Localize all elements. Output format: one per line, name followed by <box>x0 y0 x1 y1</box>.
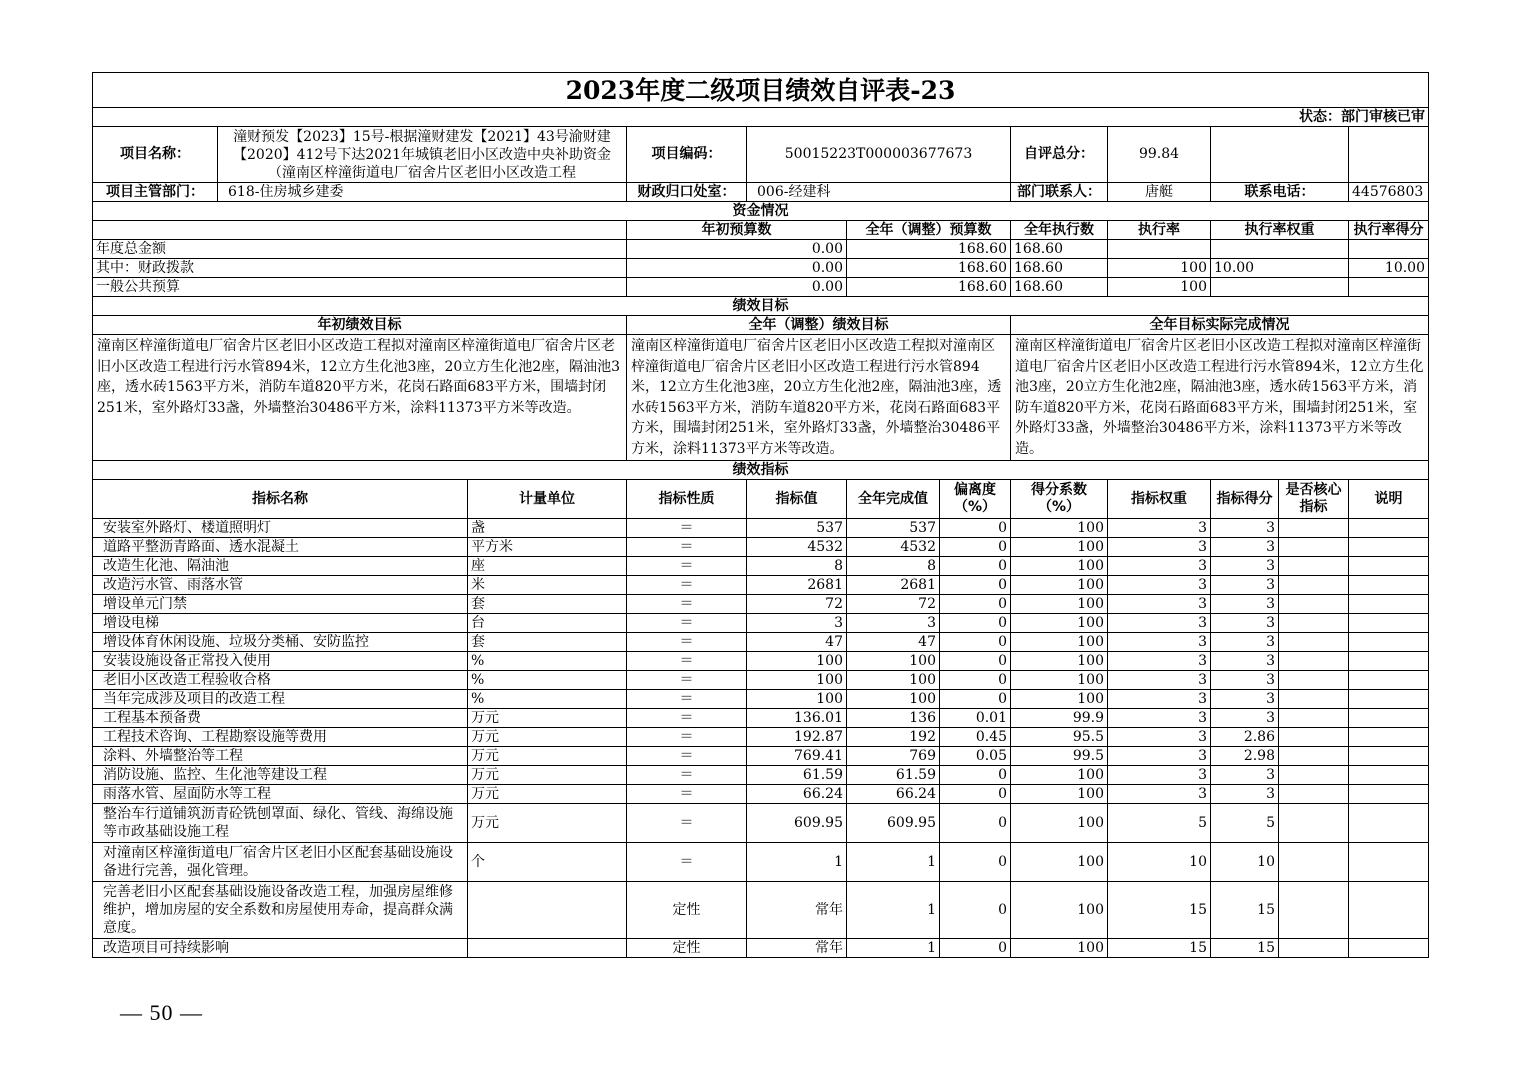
contact-label: 部门联系人： <box>1011 183 1108 202</box>
goal-text-initial: 潼南区梓潼街道电厂宿舍片区老旧小区改造工程拟对潼南区梓潼街道电厂宿舍片区老旧小区改造工程进行污水管894米，12立方生化池3座，20立方生化池2座，隔油池3座，透水砖1563平方米，消防车道820平方米，花岗石路面683平方米，围墙封闭251米，室外路灯33盏，外墙整治30486平方米，涂料11373平方米等改造。 <box>93 335 627 461</box>
funds-row-rate: 100 <box>1108 259 1211 278</box>
indicator-done: 4532 <box>847 538 940 557</box>
indicator-value: 769.41 <box>747 747 847 766</box>
indicator-name: 消防设施、监控、生化池等建设工程 <box>93 766 468 785</box>
indicator-weight: 3 <box>1108 690 1211 709</box>
goals-header-adjusted: 全年（调整）绩效目标 <box>627 316 1011 335</box>
office-value: 006-经建科 <box>747 183 1011 202</box>
ind-header-coefficient: 得分系数（%） <box>1011 480 1108 519</box>
indicator-deviation: 0 <box>940 519 1011 538</box>
indicator-note <box>1349 576 1429 595</box>
indicator-name: 整治车行道铺筑沥青砼铣刨罩面、绿化、管线、海绵设施等市政基础设施工程 <box>93 804 468 843</box>
indicator-nature: ＝ <box>627 709 747 728</box>
indicator-coefficient: 100 <box>1011 939 1108 958</box>
indicator-score: 3 <box>1211 519 1279 538</box>
funds-row-rate <box>1108 240 1211 259</box>
table-row <box>93 766 1429 785</box>
indicator-coefficient: 100 <box>1011 519 1108 538</box>
funds-header-weight: 执行率权重 <box>1211 221 1349 240</box>
indicator-weight: 5 <box>1108 804 1211 843</box>
indicator-weight: 3 <box>1108 538 1211 557</box>
funds-row-weight <box>1211 278 1349 297</box>
indicator-name: 道路平整沥青路面、透水混凝土 <box>93 538 468 557</box>
indicator-deviation: 0 <box>940 633 1011 652</box>
indicator-deviation: 0 <box>940 804 1011 843</box>
ind-header-core: 是否核心指标 <box>1279 480 1349 519</box>
table-row <box>93 557 1429 576</box>
indicator-score: 3 <box>1211 633 1279 652</box>
indicator-deviation: 0 <box>940 557 1011 576</box>
indicator-deviation: 0 <box>940 882 1011 939</box>
indicator-deviation: 0.05 <box>940 747 1011 766</box>
indicator-core <box>1279 785 1349 804</box>
ind-header-deviation: 偏离度（%） <box>940 480 1011 519</box>
indicator-value: 100 <box>747 671 847 690</box>
table-row <box>93 519 1429 538</box>
table-row <box>93 595 1429 614</box>
ind-header-unit: 计量单位 <box>468 480 627 519</box>
indicator-score: 3 <box>1211 557 1279 576</box>
goal-text-actual: 潼南区梓潼街道电厂宿舍片区老旧小区改造工程拟对潼南区梓潼街道电厂宿舍片区老旧小区改造工程进行污水管894米，12立方生化池3座，20立方生化池2座，隔油池3座，透水砖1563平方米，消防车道820平方米，花岗石路面683平方米，围墙封闭251米，室外路灯33盏，外墙整治30486平方米，涂料11373平方米等改造。 <box>1011 335 1429 461</box>
indicator-weight: 15 <box>1108 882 1211 939</box>
indicator-unit: 套 <box>468 633 627 652</box>
indicator-unit <box>468 882 627 939</box>
indicator-coefficient: 99.5 <box>1011 747 1108 766</box>
indicator-name: 增设单元门禁 <box>93 595 468 614</box>
indicator-done: 1 <box>847 843 940 882</box>
indicator-core <box>1279 939 1349 958</box>
self-evaluation-table <box>92 72 1429 958</box>
indicator-done: 609.95 <box>847 804 940 843</box>
indicator-deviation: 0 <box>940 671 1011 690</box>
indicator-name: 增设体育休闲设施、垃圾分类桶、安防监控 <box>93 633 468 652</box>
indicator-weight: 3 <box>1108 785 1211 804</box>
funds-row-score <box>1349 278 1429 297</box>
goals-section-title: 绩效目标 <box>93 297 1429 316</box>
indicator-score: 15 <box>1211 882 1279 939</box>
goals-header-actual: 全年目标实际完成情况 <box>1011 316 1429 335</box>
indicator-value: 61.59 <box>747 766 847 785</box>
indicator-name: 改造生化池、隔油池 <box>93 557 468 576</box>
indicator-unit: 套 <box>468 595 627 614</box>
indicator-deviation: 0 <box>940 652 1011 671</box>
indicator-coefficient: 100 <box>1011 843 1108 882</box>
indicator-nature: ＝ <box>627 843 747 882</box>
funds-section-title: 资金情况 <box>93 202 1429 221</box>
goals-header-initial: 年初绩效目标 <box>93 316 627 335</box>
indicator-core <box>1279 538 1349 557</box>
indicator-done: 537 <box>847 519 940 538</box>
indicator-value: 3 <box>747 614 847 633</box>
indicator-note <box>1349 785 1429 804</box>
indicator-nature: ＝ <box>627 671 747 690</box>
indicator-weight: 3 <box>1108 633 1211 652</box>
score-label: 自评总分： <box>1011 127 1108 183</box>
indicator-name: 安装设施设备正常投入使用 <box>93 652 468 671</box>
indicator-nature: ＝ <box>627 614 747 633</box>
indicator-score: 3 <box>1211 595 1279 614</box>
indicator-weight: 10 <box>1108 843 1211 882</box>
indicator-deviation: 0 <box>940 766 1011 785</box>
indicator-value: 537 <box>747 519 847 538</box>
indicator-unit: 台 <box>468 614 627 633</box>
indicator-done: 72 <box>847 595 940 614</box>
project-code-value: 50015223T000003677673 <box>747 127 1011 183</box>
indicator-nature: ＝ <box>627 557 747 576</box>
indicator-core <box>1279 614 1349 633</box>
indicator-note <box>1349 709 1429 728</box>
indicator-value: 192.87 <box>747 728 847 747</box>
table-row <box>93 804 1429 843</box>
indicator-score: 3 <box>1211 576 1279 595</box>
indicator-done: 8 <box>847 557 940 576</box>
funds-row-name: 年度总金额 <box>93 240 627 259</box>
indicator-score: 2.98 <box>1211 747 1279 766</box>
indicator-coefficient: 100 <box>1011 576 1108 595</box>
indicator-note <box>1349 690 1429 709</box>
indicator-coefficient: 95.5 <box>1011 728 1108 747</box>
indicator-value: 常年 <box>747 882 847 939</box>
status-label: 状态：部门审核已审 <box>93 108 1429 127</box>
table-row <box>93 538 1429 557</box>
indicator-core <box>1279 728 1349 747</box>
dept-value: 618-住房城乡建委 <box>218 183 627 202</box>
page-title: 2023年度二级项目绩效自评表-23 <box>93 73 1429 108</box>
indicator-core <box>1279 576 1349 595</box>
indicator-unit: 盏 <box>468 519 627 538</box>
indicator-name: 雨落水管、屋面防水等工程 <box>93 785 468 804</box>
indicator-done: 1 <box>847 882 940 939</box>
indicator-coefficient: 100 <box>1011 785 1108 804</box>
indicator-done: 100 <box>847 652 940 671</box>
indicator-nature: ＝ <box>627 804 747 843</box>
table-row <box>93 671 1429 690</box>
indicator-core <box>1279 709 1349 728</box>
indicator-coefficient: 100 <box>1011 766 1108 785</box>
indicator-score: 15 <box>1211 939 1279 958</box>
funds-row-name: 其中：财政拨款 <box>93 259 627 278</box>
ind-header-nature: 指标性质 <box>627 480 747 519</box>
indicator-nature: ＝ <box>627 595 747 614</box>
indicator-coefficient: 100 <box>1011 557 1108 576</box>
indicator-weight: 3 <box>1108 576 1211 595</box>
indicator-unit: 座 <box>468 557 627 576</box>
indicator-deviation: 0 <box>940 690 1011 709</box>
indicator-nature: 定性 <box>627 939 747 958</box>
dept-label: 项目主管部门： <box>93 183 218 202</box>
indicator-done: 192 <box>847 728 940 747</box>
indicator-weight: 3 <box>1108 595 1211 614</box>
funds-row-initial: 0.00 <box>627 240 847 259</box>
indicator-score: 5 <box>1211 804 1279 843</box>
indicator-core <box>1279 671 1349 690</box>
table-row <box>93 614 1429 633</box>
funds-header-blank <box>93 221 627 240</box>
indicator-nature: 定性 <box>627 882 747 939</box>
ind-header-score: 指标得分 <box>1211 480 1279 519</box>
project-name-label: 项目名称： <box>93 127 218 183</box>
funds-row-score: 10.00 <box>1349 259 1429 278</box>
contact-value: 唐艇 <box>1108 183 1211 202</box>
indicator-value: 2681 <box>747 576 847 595</box>
indicator-coefficient: 100 <box>1011 652 1108 671</box>
indicator-coefficient: 100 <box>1011 671 1108 690</box>
page-number: — 50 — <box>120 1000 203 1025</box>
indicator-deviation: 0 <box>940 576 1011 595</box>
indicator-note <box>1349 557 1429 576</box>
indicator-core <box>1279 652 1349 671</box>
indicator-name: 老旧小区改造工程验收合格 <box>93 671 468 690</box>
table-row <box>93 882 1429 939</box>
indicator-score: 3 <box>1211 709 1279 728</box>
table-row <box>93 690 1429 709</box>
indicator-name: 工程技术咨询、工程勘察设施等费用 <box>93 728 468 747</box>
funds-row-weight <box>1211 240 1349 259</box>
indicator-core <box>1279 595 1349 614</box>
ind-header-weight: 指标权重 <box>1108 480 1211 519</box>
indicator-note <box>1349 843 1429 882</box>
table-row <box>93 939 1429 958</box>
indicator-deviation: 0 <box>940 538 1011 557</box>
indicator-core <box>1279 747 1349 766</box>
indicator-note <box>1349 882 1429 939</box>
indicator-core <box>1279 690 1349 709</box>
indicator-name: 改造污水管、雨落水管 <box>93 576 468 595</box>
indicator-coefficient: 99.9 <box>1011 709 1108 728</box>
indicator-weight: 3 <box>1108 766 1211 785</box>
indicator-value: 47 <box>747 633 847 652</box>
indicator-done: 66.24 <box>847 785 940 804</box>
funds-row-score <box>1349 240 1429 259</box>
funds-header-adjusted: 全年（调整）预算数 <box>847 221 1011 240</box>
ind-header-value: 指标值 <box>747 480 847 519</box>
indicator-unit <box>468 939 627 958</box>
indicator-value: 100 <box>747 652 847 671</box>
indicator-value: 72 <box>747 595 847 614</box>
indicator-name: 完善老旧小区配套基础设施设备改造工程，加强房屋维修维护，增加房屋的安全系数和房屋使用寿命，提高群众满意度。 <box>93 882 468 939</box>
indicator-done: 769 <box>847 747 940 766</box>
score-value: 99.84 <box>1108 127 1211 183</box>
indicator-weight: 3 <box>1108 671 1211 690</box>
indicator-core <box>1279 633 1349 652</box>
funds-row-initial: 0.00 <box>627 278 847 297</box>
indicator-unit: 万元 <box>468 709 627 728</box>
funds-row-name: 一般公共预算 <box>93 278 627 297</box>
funds-row-adjusted: 168.60 <box>847 240 1011 259</box>
indicator-weight: 3 <box>1108 709 1211 728</box>
indicator-score: 3 <box>1211 614 1279 633</box>
project-name-value: 潼财预发【2023】15号-根据潼财建发【2021】43号渝财建【2020】412号下达2021年城镇老旧小区改造中央补助资金（潼南区梓潼街道电厂宿舍片区老旧小区改造工程 <box>218 127 627 183</box>
indicator-deviation: 0.01 <box>940 709 1011 728</box>
indicator-coefficient: 100 <box>1011 690 1108 709</box>
funds-header-score: 执行率得分 <box>1349 221 1429 240</box>
indicator-core <box>1279 557 1349 576</box>
indicator-nature: ＝ <box>627 728 747 747</box>
table-row <box>93 576 1429 595</box>
indicator-deviation: 0.45 <box>940 728 1011 747</box>
indicator-name: 安装室外路灯、楼道照明灯 <box>93 519 468 538</box>
phone-value: 44576803 <box>1349 183 1429 202</box>
indicator-unit: 个 <box>468 843 627 882</box>
indicator-value: 常年 <box>747 939 847 958</box>
indicator-nature: ＝ <box>627 690 747 709</box>
table-row <box>93 747 1429 766</box>
indicator-name: 对潼南区梓潼街道电厂宿舍片区老旧小区配套基础设施设备进行完善，强化管理。 <box>93 843 468 882</box>
indicator-value: 609.95 <box>747 804 847 843</box>
indicator-core <box>1279 519 1349 538</box>
indicator-coefficient: 100 <box>1011 614 1108 633</box>
indicator-done: 100 <box>847 690 940 709</box>
indicator-note <box>1349 939 1429 958</box>
indicator-score: 3 <box>1211 690 1279 709</box>
ind-header-done: 全年完成值 <box>847 480 940 519</box>
indicator-core <box>1279 843 1349 882</box>
indicator-core <box>1279 882 1349 939</box>
indicator-score: 3 <box>1211 785 1279 804</box>
indicator-nature: ＝ <box>627 633 747 652</box>
indicator-nature: ＝ <box>627 519 747 538</box>
indicator-note <box>1349 614 1429 633</box>
indicator-deviation: 0 <box>940 614 1011 633</box>
ind-header-note: 说明 <box>1349 480 1429 519</box>
funds-row-rate: 100 <box>1108 278 1211 297</box>
indicator-done: 2681 <box>847 576 940 595</box>
funds-header-initial: 年初预算数 <box>627 221 847 240</box>
funds-row-executed: 168.60 <box>1011 259 1108 278</box>
indicator-name: 涂料、外墙整治等工程 <box>93 747 468 766</box>
goal-text-adjusted: 潼南区梓潼街道电厂宿舍片区老旧小区改造工程拟对潼南区梓潼街道电厂宿舍片区老旧小区改造工程进行污水管894米，12立方生化池3座，20立方生化池2座，隔油池3座，透水砖1563平方米，消防车道820平方米，花岗石路面683平方米，围墙封闭251米，室外路灯33盏，外墙整治30486平方米，涂料11373平方米等改造。 <box>627 335 1011 461</box>
indicator-done: 100 <box>847 671 940 690</box>
office-label: 财政归口处室： <box>627 183 747 202</box>
funds-row-executed: 168.60 <box>1011 240 1108 259</box>
indicator-nature: ＝ <box>627 766 747 785</box>
indicator-weight: 3 <box>1108 614 1211 633</box>
indicator-name: 增设电梯 <box>93 614 468 633</box>
project-code-label: 项目编码： <box>627 127 747 183</box>
indicator-unit: % <box>468 652 627 671</box>
indicator-note <box>1349 652 1429 671</box>
indicator-score: 3 <box>1211 766 1279 785</box>
ind-header-name: 指标名称 <box>93 480 468 519</box>
indicator-weight: 3 <box>1108 728 1211 747</box>
indicator-unit: 平方米 <box>468 538 627 557</box>
indicator-unit: 万元 <box>468 804 627 843</box>
indicator-coefficient: 100 <box>1011 882 1108 939</box>
table-row <box>93 633 1429 652</box>
indicator-note <box>1349 633 1429 652</box>
table-row <box>93 728 1429 747</box>
funds-header-executed: 全年执行数 <box>1011 221 1108 240</box>
indicator-unit: 万元 <box>468 766 627 785</box>
indicator-deviation: 0 <box>940 939 1011 958</box>
indicator-value: 4532 <box>747 538 847 557</box>
indicator-nature: ＝ <box>627 747 747 766</box>
indicators-section-title: 绩效指标 <box>93 461 1429 480</box>
indicator-weight: 3 <box>1108 519 1211 538</box>
indicator-score: 3 <box>1211 652 1279 671</box>
indicator-nature: ＝ <box>627 652 747 671</box>
indicator-note <box>1349 538 1429 557</box>
funds-row-weight: 10.00 <box>1211 259 1349 278</box>
indicator-value: 8 <box>747 557 847 576</box>
indicator-value: 136.01 <box>747 709 847 728</box>
indicator-unit: 米 <box>468 576 627 595</box>
indicator-score: 10 <box>1211 843 1279 882</box>
empty-cell <box>1211 127 1349 183</box>
indicator-unit: 万元 <box>468 747 627 766</box>
phone-label: 联系电话： <box>1211 183 1349 202</box>
indicator-name: 当年完成涉及项目的改造工程 <box>93 690 468 709</box>
table-row <box>93 652 1429 671</box>
table-row <box>93 709 1429 728</box>
indicator-score: 2.86 <box>1211 728 1279 747</box>
empty-cell <box>1349 127 1429 183</box>
indicator-unit: % <box>468 671 627 690</box>
indicator-name: 工程基本预备费 <box>93 709 468 728</box>
indicator-unit: % <box>468 690 627 709</box>
indicator-deviation: 0 <box>940 785 1011 804</box>
indicator-note <box>1349 766 1429 785</box>
indicator-deviation: 0 <box>940 595 1011 614</box>
indicator-note <box>1349 519 1429 538</box>
indicator-coefficient: 100 <box>1011 804 1108 843</box>
table-row <box>93 785 1429 804</box>
indicator-core <box>1279 766 1349 785</box>
indicator-value: 1 <box>747 843 847 882</box>
indicator-done: 136 <box>847 709 940 728</box>
indicator-weight: 3 <box>1108 557 1211 576</box>
indicator-weight: 3 <box>1108 652 1211 671</box>
indicator-note <box>1349 671 1429 690</box>
indicator-nature: ＝ <box>627 538 747 557</box>
indicator-done: 61.59 <box>847 766 940 785</box>
indicator-nature: ＝ <box>627 576 747 595</box>
indicator-note <box>1349 728 1429 747</box>
indicator-coefficient: 100 <box>1011 538 1108 557</box>
indicator-deviation: 0 <box>940 843 1011 882</box>
indicator-coefficient: 100 <box>1011 633 1108 652</box>
funds-row-initial: 0.00 <box>627 259 847 278</box>
indicator-done: 3 <box>847 614 940 633</box>
indicator-unit: 万元 <box>468 785 627 804</box>
indicator-core <box>1279 804 1349 843</box>
funds-row-adjusted: 168.60 <box>847 278 1011 297</box>
indicator-score: 3 <box>1211 538 1279 557</box>
indicator-done: 47 <box>847 633 940 652</box>
funds-row-adjusted: 168.60 <box>847 259 1011 278</box>
indicator-note <box>1349 747 1429 766</box>
indicator-name: 改造项目可持续影响 <box>93 939 468 958</box>
indicator-weight: 3 <box>1108 747 1211 766</box>
indicator-note <box>1349 595 1429 614</box>
indicator-done: 1 <box>847 939 940 958</box>
indicator-value: 100 <box>747 690 847 709</box>
indicator-score: 3 <box>1211 671 1279 690</box>
funds-row-executed: 168.60 <box>1011 278 1108 297</box>
indicator-unit: 万元 <box>468 728 627 747</box>
indicator-note <box>1349 804 1429 843</box>
indicator-coefficient: 100 <box>1011 595 1108 614</box>
indicator-nature: ＝ <box>627 785 747 804</box>
indicator-value: 66.24 <box>747 785 847 804</box>
funds-header-rate: 执行率 <box>1108 221 1211 240</box>
table-row <box>93 843 1429 882</box>
indicator-weight: 15 <box>1108 939 1211 958</box>
